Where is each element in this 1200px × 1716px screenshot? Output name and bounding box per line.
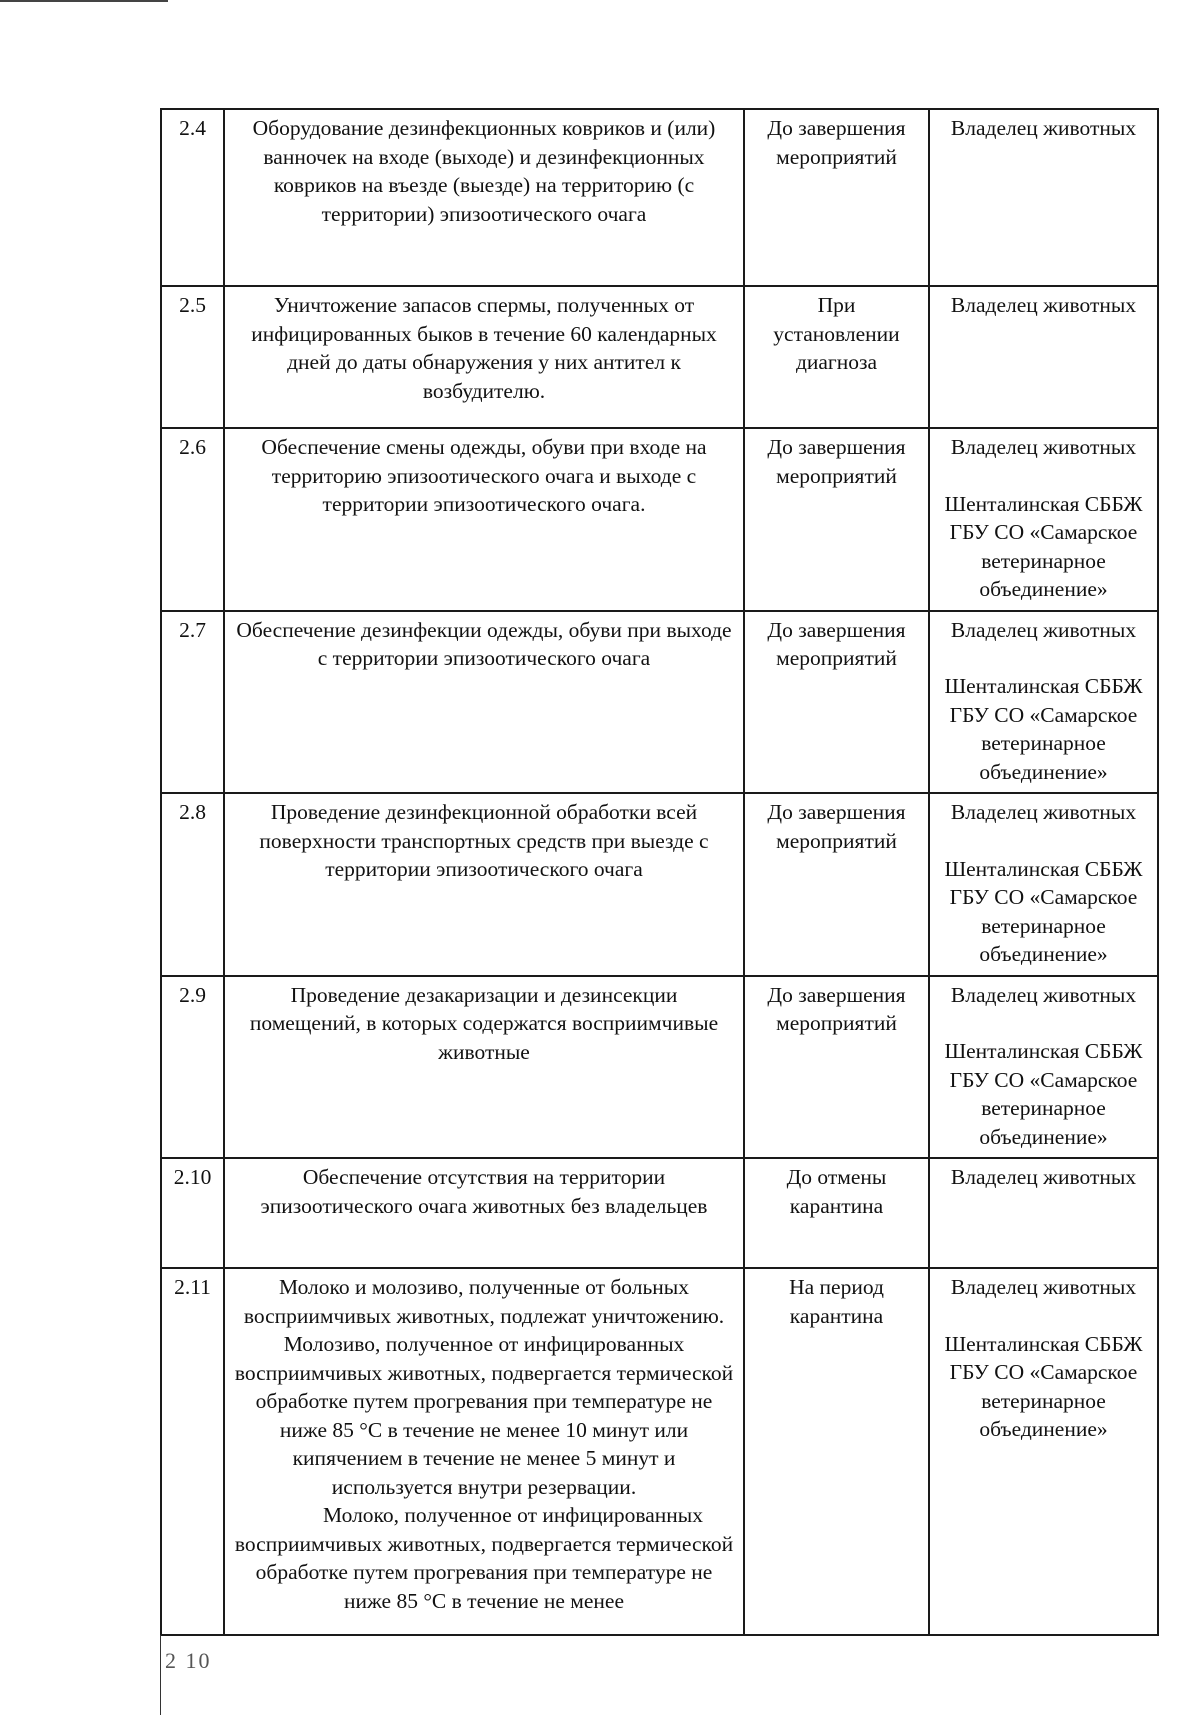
responsible-vet-service: Шенталинская СББЖ ГБУ СО «Самарское ветеринарное объединение» [944,1039,1143,1149]
row-responsible [929,793,1158,976]
table-row [161,611,1158,794]
responsible-vet-service: Шенталинская СББЖ ГБУ СО «Самарское ветеринарное объединение» [944,491,1143,601]
responsible-vet-service: Шенталинская СББЖ ГБУ СО «Самарское ветеринарное объединение» [944,856,1143,966]
row-action: Проведение дезинфекционной обработки всей поверхности транспортных средств при выезде с территории эпизоотического очага [224,793,744,976]
row-action: Оборудование дезинфекционных ковриков и (или) ванночек на входе (выходе) и дезинфекционных ковриков на въезде (выезде) на территорию (с территории) эпизоотического очага [224,109,744,286]
row-term: До завершения мероприятий [744,793,929,976]
table-row [161,1158,1158,1268]
table-row [161,793,1158,976]
row-action: Обеспечение отсутствия на территории эпизоотического очага животных без владельцев [224,1158,744,1268]
responsible-owner: Владелец животных [950,1275,1137,1299]
row-responsible [929,109,1158,286]
row-number: 2.11 [161,1268,224,1635]
row-number: 2.5 [161,286,224,428]
responsible-owner: Владелец животных [950,116,1137,140]
row-action: Проведение дезакаризации и дезинсекции помещений, в которых содержатся восприимчивые животные [224,976,744,1159]
row-action [224,1268,744,1635]
row-term: До завершения мероприятий [744,428,929,611]
page-mark: 2 10 [165,1648,212,1673]
row-number: 2.9 [161,976,224,1159]
row-action: Обеспечение дезинфекции одежды, обуви при выходе с территории эпизоотического очага [224,611,744,794]
row-term: На период карантина [744,1268,929,1635]
row-term: До отмены карантина [744,1158,929,1268]
responsible-owner: Владелец животных [950,617,1137,642]
row-term: До завершения мероприятий [744,611,929,794]
measures-table [160,108,1159,1636]
row-term: При установлении диагноза [744,286,929,428]
row-responsible [929,611,1158,794]
row-number: 2.7 [161,611,224,794]
row-responsible [929,428,1158,611]
row-number: 2.10 [161,1158,224,1268]
table-row [161,286,1158,428]
scan-edge-line [0,0,168,2]
responsible-owner: Владелец животных [950,982,1137,1007]
responsible-owner: Владелец животных [950,435,1137,459]
row-action: Обеспечение смены одежды, обуви при входе на территорию эпизоотического очага и выходе с территории эпизоотического очага. [224,428,744,611]
row-action-text: Молоко и молозиво, полученные от больных восприимчивых животных, подлежат уничтожению. Молозиво, полученное от инфицированных восприимчивых животных, подвергается термической обработке путем прогревания при температуре не ниже 85 °C в течение не менее 10 минут или кипячением в течение не менее 5 минут и используется внутри резервации. [234,1275,734,1499]
row-responsible [929,976,1158,1159]
responsible-vet-service: Шенталинская СББЖ ГБУ СО «Самарское ветеринарное объединение» [944,1331,1143,1441]
row-term: До завершения мероприятий [744,109,929,286]
row-responsible [929,1268,1158,1635]
table-row [161,109,1158,286]
row-term: До завершения мероприятий [744,976,929,1159]
row-number: 2.6 [161,428,224,611]
responsible-owner: Владелец животных [950,800,1137,824]
responsible-vet-service: Шенталинская СББЖ ГБУ СО «Самарское ветеринарное объединение» [944,674,1143,784]
row-action-text-continued: Молоко, полученное от инфицированных восприимчивых животных, подвергается термической обработке путем прогревания при температуре не ниже 85 °C в течение не менее [234,1503,734,1613]
row-responsible [929,1158,1158,1268]
row-action: Уничтожение запасов спермы, полученных от инфицированных быков в течение 60 календарных дней до даты обнаружения у них антител к возбудителю. [224,286,744,428]
margin-line [160,1635,161,1715]
responsible-owner: Владелец животных [950,1165,1137,1189]
table-row [161,976,1158,1159]
row-responsible [929,286,1158,428]
row-number: 2.4 [161,109,224,286]
table-row [161,428,1158,611]
table-row [161,1268,1158,1635]
responsible-owner: Владелец животных [950,293,1137,317]
row-number: 2.8 [161,793,224,976]
